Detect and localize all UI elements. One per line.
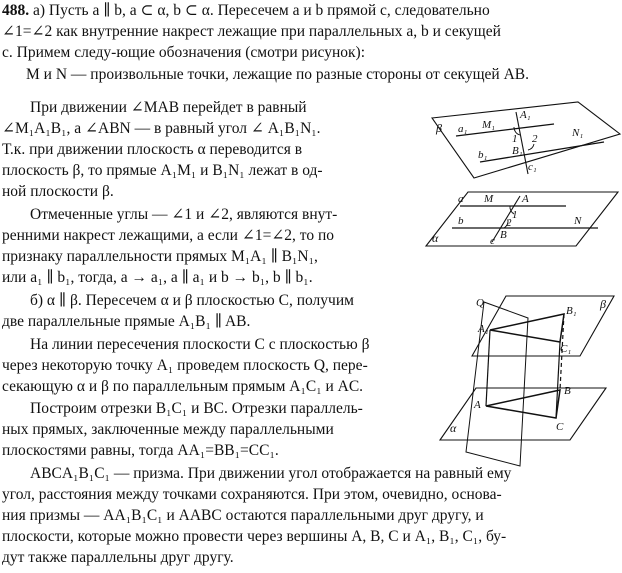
text-line-20: плоскостями равны, тогда AA₁=BB₁=CC₁. bbox=[2, 442, 279, 459]
label-alpha-prism: α bbox=[450, 421, 457, 435]
problem-number-line bbox=[2, 2, 490, 20]
line-a1 bbox=[456, 124, 554, 136]
text-line-17: секающую α и β по параллельным прямым A₁C₁ и AC. bbox=[2, 378, 364, 395]
text-line-25: дут также параллельны друг другу. bbox=[2, 549, 234, 566]
text-line-21: ABCA₁B₁C₁ — призма. При движении угол отображается на равный ему bbox=[30, 465, 512, 482]
text-line-4: При движении ∠MAB перейдет в равный bbox=[30, 99, 307, 116]
label-beta: β bbox=[436, 121, 442, 135]
edge-AA1 bbox=[486, 330, 490, 406]
label-C-prism: C bbox=[556, 421, 564, 433]
label-alpha: α bbox=[432, 231, 439, 245]
text-line-1: ∠1=∠2 как внутренние накрест лежащие при параллельных a, b и секущей bbox=[2, 23, 501, 40]
text-line-13: б) α ∥ β. Пересечем α и β плоскостью C, получим bbox=[30, 292, 354, 309]
label-b1: b₁ bbox=[478, 149, 488, 161]
label-N1: N₁ bbox=[572, 127, 584, 139]
problem-number: 488. bbox=[2, 2, 30, 19]
label-M1: M₁ bbox=[482, 119, 495, 131]
label-A1: A₁ bbox=[520, 109, 531, 121]
label-angle1: 1 bbox=[512, 133, 518, 145]
text-line-11: признаку параллельности прямых M₁A₁ ∥ B₁N₁, bbox=[2, 248, 318, 265]
text-line-8: ной плоскости β. bbox=[2, 183, 114, 200]
text-line-12: или a₁ ∥ b₁, тогда, a → a₁, a ∥ a₁ и b → b₁, b ∥ b₁. bbox=[2, 269, 313, 286]
label-M: M bbox=[484, 193, 494, 205]
text-line-14: две параллельные прямые A₁B₁ ∥ AB. bbox=[2, 313, 251, 330]
label-B-prism: B bbox=[564, 385, 571, 397]
label-c1: c₁ bbox=[528, 161, 537, 173]
label-N: N bbox=[574, 215, 582, 227]
label-angle1-alpha: 1 bbox=[512, 209, 518, 221]
label-A: A bbox=[522, 193, 529, 205]
label-A-prism: A bbox=[474, 399, 481, 411]
text-line-16: через некоторую точку A₁ проведем плоскость Q, пере- bbox=[2, 357, 368, 374]
label-B1: B₁ bbox=[512, 145, 523, 157]
label-B: B bbox=[500, 229, 507, 241]
text-line-9: Отмеченные углы — ∠1 и ∠2, являются внут- bbox=[30, 206, 338, 223]
text-line-18: Построим отрезки B₁C₁ и BC. Отрезки параллель- bbox=[30, 400, 363, 417]
figure-plane-beta bbox=[428, 98, 622, 184]
label-C1-prism: C₁ bbox=[560, 343, 572, 355]
label-c: c bbox=[490, 235, 495, 247]
figure-plane-alpha bbox=[422, 188, 620, 250]
text-line-3: M и N — произвольные точки, лежащие по разные стороны от секущей AB. bbox=[26, 66, 530, 83]
text-line-7: плоскость β, то прямые A₁M₁ и B₁N₁ лежат в од- bbox=[2, 162, 323, 179]
label-beta-prism: β bbox=[600, 297, 606, 311]
text-line-10: ренними накрест лежащими, а если ∠1=∠2, то по bbox=[2, 227, 335, 244]
label-angle2-alpha: 2 bbox=[506, 217, 512, 229]
text-line-15: На линии пересечения плоскости C с плоскостью β bbox=[30, 336, 370, 353]
text-line-24: плоскости, которые можно провести через вершины A, B, C и A₁, B₁, C₁, бу- bbox=[2, 528, 507, 545]
text-line-2: c. Примем следу-ющие обозначения (смотри рисунок): bbox=[2, 44, 366, 61]
figure-prism bbox=[436, 290, 620, 468]
text-line-23: ния призмы — AA₁B₁C₁ и AABC остаются параллельными друг другу, и bbox=[2, 507, 484, 524]
text-line-19: ных прямых, заключенные между параллельными bbox=[2, 421, 334, 438]
label-angle2: 2 bbox=[532, 133, 538, 145]
label-a: a bbox=[458, 193, 464, 205]
text-line-22: угол, расстояния между точками сохраняются. При этом, очевидно, основа- bbox=[2, 486, 502, 503]
label-A1-prism: A₁ bbox=[478, 323, 489, 335]
line-b1 bbox=[480, 142, 604, 162]
text-line-5: ∠M₁A₁B₁, а ∠ABN — в равный угол ∠ A₁B₁N₁. bbox=[2, 120, 321, 137]
label-Q: Q bbox=[476, 297, 484, 309]
label-B1-prism: B₁ bbox=[566, 305, 577, 317]
text-line-6: Т.к. при движении плоскость α переводится в bbox=[2, 141, 303, 158]
label-a1: a₁ bbox=[458, 123, 468, 135]
plane-Q bbox=[466, 302, 528, 466]
label-b: b bbox=[458, 215, 464, 227]
text-line-0: а) Пусть a ∥ b, a ⊂ α, b ⊂ α. Пересечем a и b прямой c, следовательно bbox=[33, 2, 490, 19]
